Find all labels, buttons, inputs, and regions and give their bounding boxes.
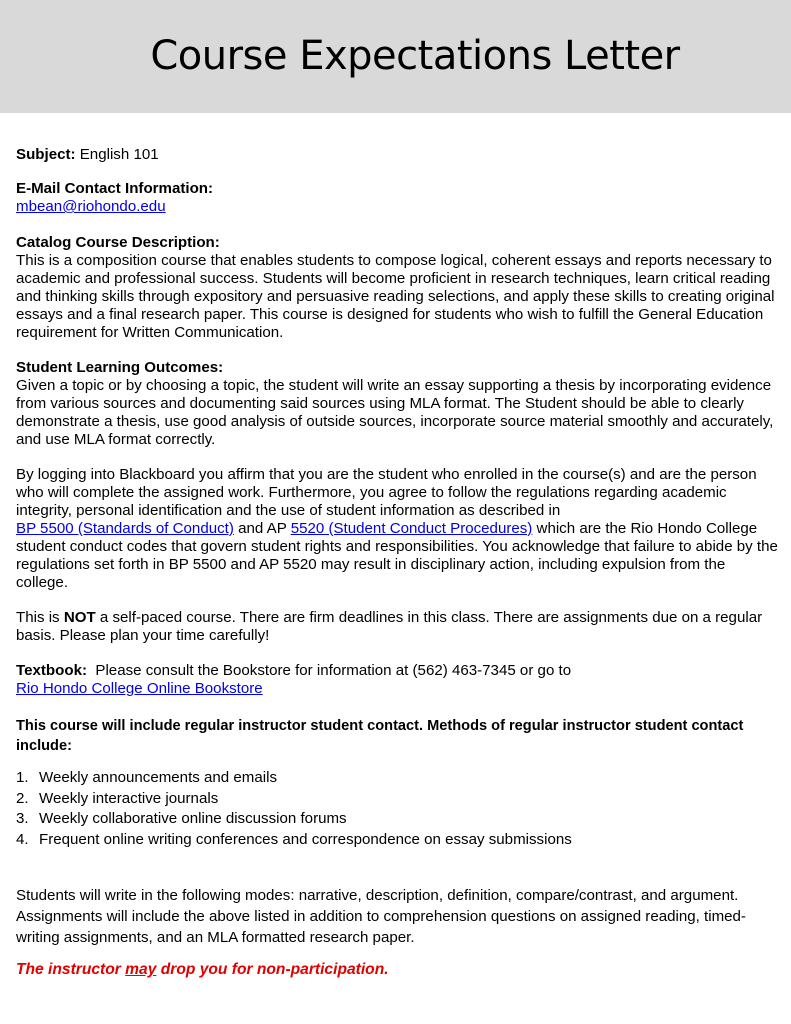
blackboard-text-a: By logging into Blackboard you affirm that you are the student who enrolled in the course(s) and are the person who will complete the assigned work. Furthermore, you agree to follow the regulations regarding academic integrity, personal identification and the use of student information as described in [16,466,757,519]
list-number: 2. [16,789,29,807]
catalog-text: This is a composition course that enables students to compose logical, coherent essays and reports necessary to academic and professional success. Students will become proficient in research techniques, learn critical reading and thinking skills through expository and persuasive reading selections, and apply these skills to creating original essays and a final research paper. This course is designed for students who wish to fulfill the General Education requirement for Written Communication. [16,252,775,341]
outcomes-text: Given a topic or by choosing a topic, the student will write an essay supporting a thesis by incorporating evidence from various sources and documenting said sources using MLA format. The Student should be able to clearly demonstrate a thesis, use good analysis of outside sources, incorporate source material smoothly and accurately, and use MLA format correctly. [16,377,774,448]
catalog-section [16,234,778,342]
pace-emphasis: NOT [63,609,96,626]
contact-methods-list [16,769,778,851]
pace-text-a: This is [16,609,64,626]
subject-label: Subject: [16,146,76,163]
subject-value: English 101 [75,146,159,163]
header-banner [0,0,791,113]
warning-emphasis: may [125,961,157,978]
bp5500-link[interactable]: BP 5500 (Standards of Conduct) [16,520,234,537]
textbook-label: Textbook: [16,662,87,679]
email-label: E-Mail Contact Information: [16,180,214,197]
participation-warning [16,961,778,979]
bookstore-link[interactable]: Rio Hondo College Online Bookstore [16,680,263,697]
list-item [16,831,778,852]
pace-text-b: a self-paced course. There are firm deadlines in this class. There are assignments due on a regular basis. Please plan your time carefully! [16,609,763,644]
catalog-label: Catalog Course Description: [16,234,220,251]
list-number: 4. [16,830,29,848]
textbook-text: Please consult the Bookstore for information at (562) 463-7345 or go to [87,662,572,679]
pace-paragraph [16,609,778,645]
ap5520-link[interactable]: 5520 (Student Conduct Procedures) [290,520,533,537]
textbook-section [16,662,778,698]
list-item-text: Weekly interactive journals [39,789,219,807]
list-number: 3. [16,810,29,827]
list-item [16,810,778,831]
modes-paragraph: Students will write in the following modes: narrative, description, definition, compare/contrast, and argument. Assignments will include the above listed in addition to comprehension questions on assigned reading, timed-writing assignments, and an MLA formatted research paper. [16,887,746,946]
warning-text-a: The instructor [16,961,126,978]
blackboard-text-b: and AP [233,520,291,537]
list-item-text: Weekly collaborative online discussion forums [39,810,347,827]
list-item [16,769,778,790]
list-item [16,790,778,811]
subject-line [16,146,778,164]
page-title: Course Expectations Letter [150,33,680,79]
email-section [16,180,778,216]
list-item-text: Weekly announcements and emails [39,769,277,786]
contact-heading: This course will include regular instructor student contact. Methods of regular instructor student contact include: [16,718,744,754]
list-number: 1. [16,769,29,786]
outcomes-section [16,359,778,449]
blackboard-text-c: which are the Rio Hondo College student conduct codes that govern student rights and responsibilities. You acknowledge that failure to abide by the regulations set forth in BP 5500 and AP 5520 may result in disciplinary action, including expulsion from the college. [16,520,778,591]
outcomes-label: Student Learning Outcomes: [16,359,224,376]
list-item-text: Frequent online writing conferences and correspondence on essay submissions [39,830,572,848]
email-link[interactable]: mbean@riohondo.edu [16,198,166,215]
blackboard-paragraph [16,466,778,592]
warning-text-b: drop you for non-participation. [156,961,389,978]
